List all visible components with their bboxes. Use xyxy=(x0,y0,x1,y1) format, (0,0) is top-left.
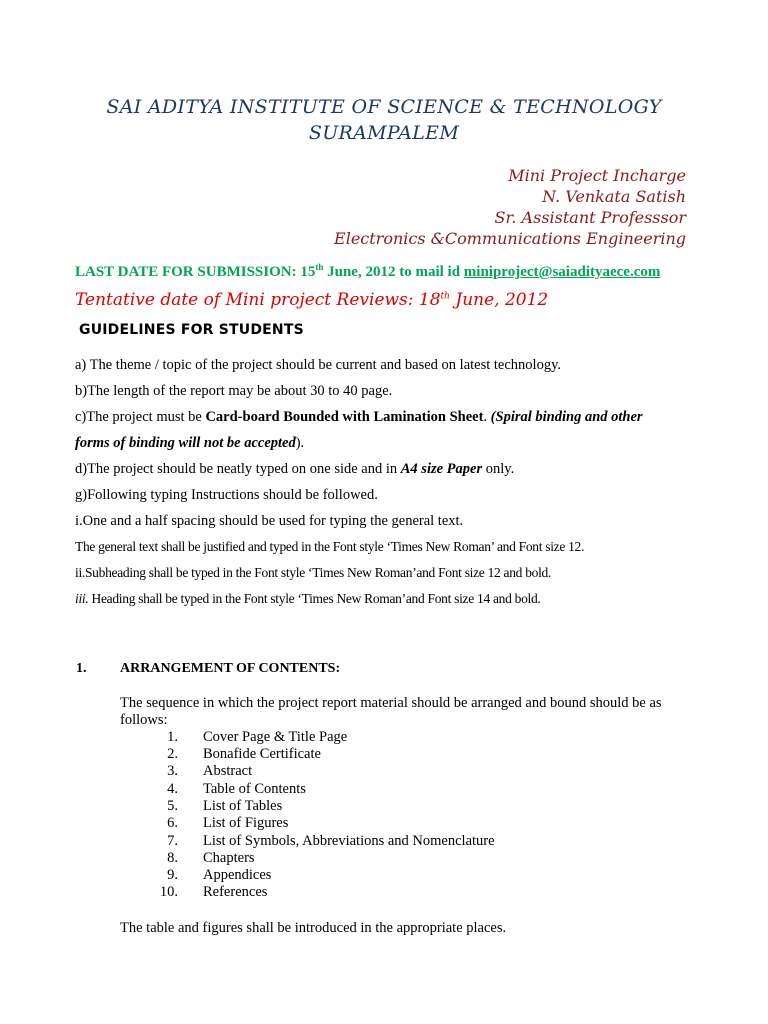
incharge-designation: Sr. Assistant Professsor xyxy=(494,208,686,227)
guideline-general-text: The general text shall be justified and typed in the Font style ‘Times New Roman’ and Font size 12. xyxy=(75,539,585,554)
section-intro-line1: The sequence in which the project report material should be arranged and bound should be as xyxy=(120,695,662,711)
guideline-d: d)The project should be neatly typed on one side and in A4 size Paper only. xyxy=(75,461,515,477)
list-item: List of Figures xyxy=(203,815,289,831)
list-item-number: 10. xyxy=(159,884,178,900)
guideline-c-continued: forms of binding will not be accepted). xyxy=(75,435,305,451)
list-item-number: 5. xyxy=(167,798,178,814)
list-item-number: 1. xyxy=(167,729,178,745)
list-item: Cover Page & Title Page xyxy=(203,729,348,745)
list-item: Table of Contents xyxy=(203,781,306,797)
guideline-iii: iii. Heading shall be typed in the Font style ‘Times New Roman’and Font size 14 and bold. xyxy=(75,591,541,606)
list-item: Appendices xyxy=(203,867,272,883)
institute-location: SURAMPALEM xyxy=(308,122,460,144)
guideline-b: b)The length of the report may be about 30 to 40 page. xyxy=(75,383,393,399)
section-closing: The table and figures shall be introduced in the appropriate places. xyxy=(120,920,507,936)
list-item-number: 2. xyxy=(167,746,178,762)
list-item-number: 4. xyxy=(167,781,178,797)
guideline-i: i.One and a half spacing should be used for typing the general text. xyxy=(75,513,464,529)
incharge-title: Mini Project Incharge xyxy=(508,166,686,185)
list-item-number: 7. xyxy=(167,833,178,849)
section-title: ARRANGEMENT OF CONTENTS: xyxy=(120,661,341,676)
list-item: References xyxy=(203,884,268,900)
section-intro-line2: follows: xyxy=(120,712,168,728)
list-item: Chapters xyxy=(203,850,255,866)
incharge-department: Electronics &Communications Engineering xyxy=(334,229,686,248)
last-date-notice: LAST DATE FOR SUBMISSION: 15th June, 2012 to mail id miniproject@saiadityaece.com xyxy=(75,262,661,280)
list-item: Bonafide Certificate xyxy=(203,746,321,762)
list-item-number: 8. xyxy=(167,850,178,866)
incharge-name: N. Venkata Satish xyxy=(542,187,686,206)
list-item: List of Symbols, Abbreviations and Nomenclature xyxy=(203,833,495,849)
review-date-notice: Tentative date of Mini project Reviews: 18th June, 2012 xyxy=(75,290,549,310)
list-item: List of Tables xyxy=(203,798,283,814)
guideline-a: a) The theme / topic of the project should be current and based on latest technology. xyxy=(75,357,561,373)
guideline-c: c)The project must be Card-board Bounded with Lamination Sheet. (Spiral binding and other xyxy=(75,409,643,425)
email-link[interactable]: miniproject@saiadityaece.com xyxy=(463,264,661,280)
list-item: Abstract xyxy=(203,763,253,779)
list-item-number: 3. xyxy=(167,763,178,779)
institute-name: SAI ADITYA INSTITUTE OF SCIENCE & TECHNOLOGY xyxy=(106,96,662,118)
guidelines-heading: GUIDELINES FOR STUDENTS xyxy=(79,322,304,338)
list-item-number: 9. xyxy=(167,867,178,883)
guideline-ii: ii.Subheading shall be typed in the Font style ‘Times New Roman’and Font size 12 and bold. xyxy=(75,565,552,580)
list-item-number: 6. xyxy=(167,815,178,831)
guideline-g: g)Following typing Instructions should be followed. xyxy=(75,487,378,503)
section-number: 1. xyxy=(76,661,87,676)
